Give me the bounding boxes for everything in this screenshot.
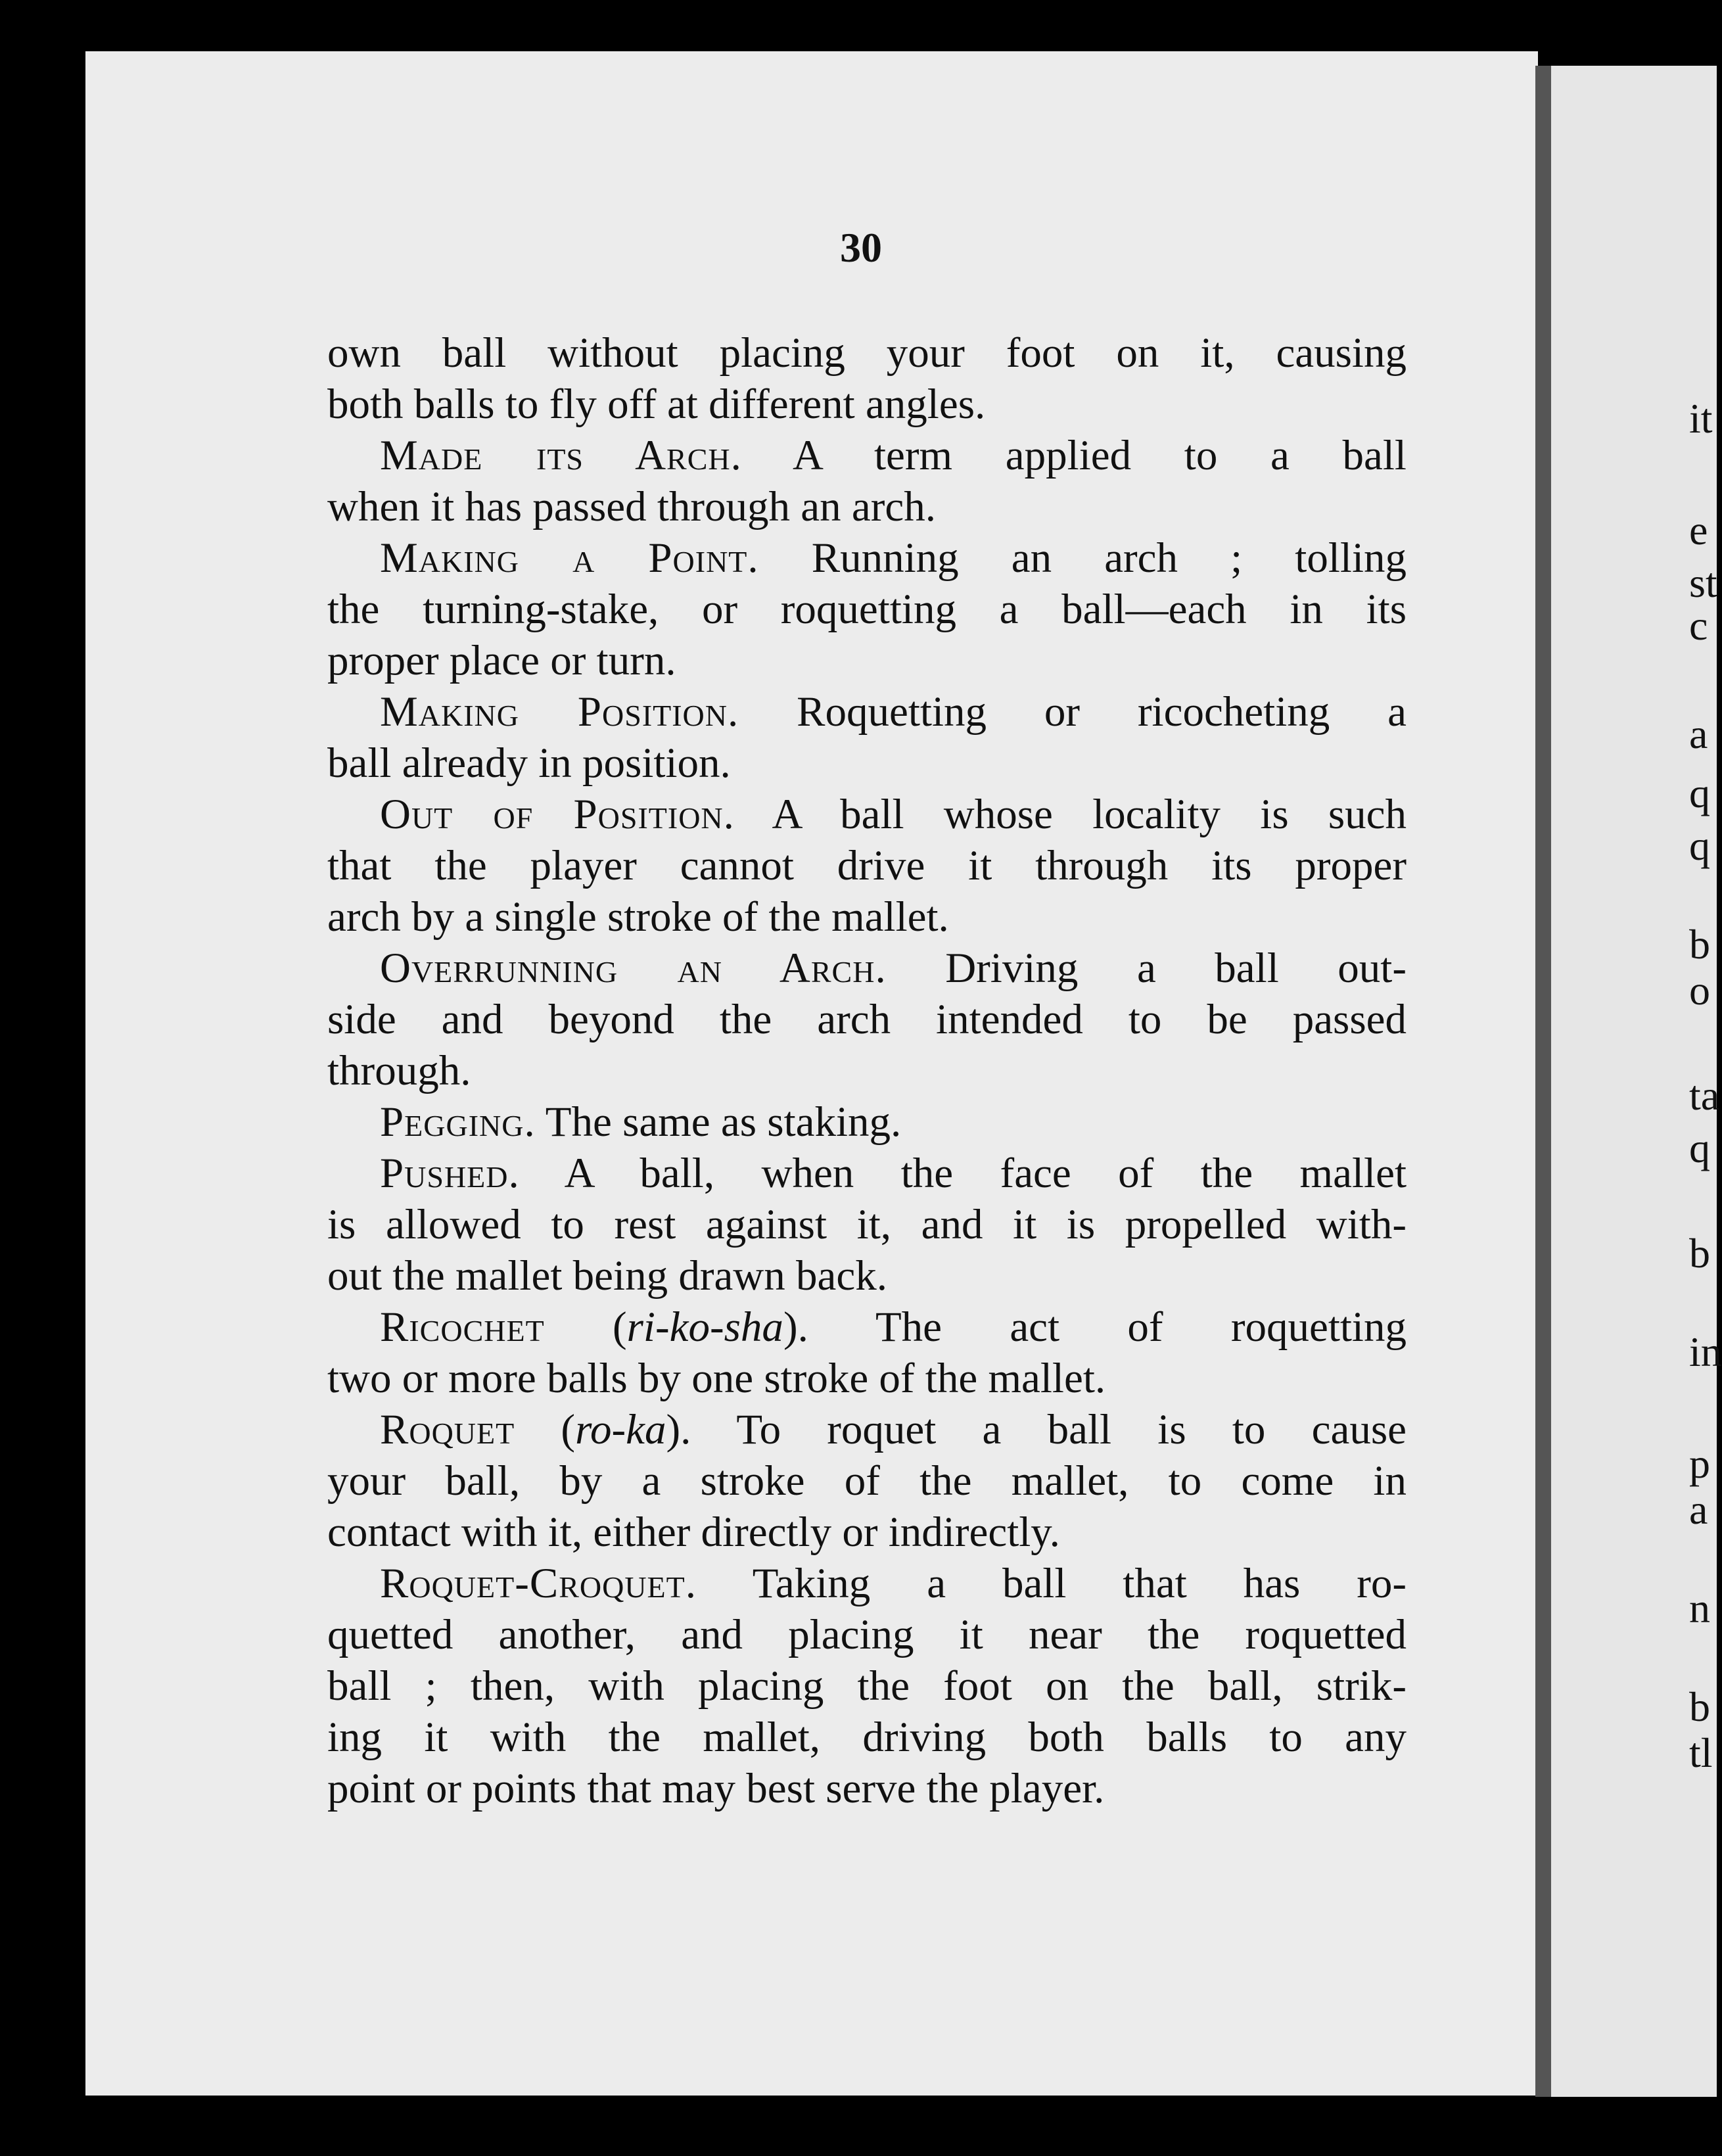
text-line (327, 943, 1407, 994)
text-line (327, 327, 1407, 379)
text-line (327, 1199, 1407, 1250)
text-line (327, 686, 1407, 738)
definition-text: contact with it, either directly or indirectly. (327, 1509, 1060, 1556)
definition-text: Roquetting or ricocheting a (739, 688, 1407, 736)
definition-text: ( (544, 1303, 627, 1351)
text-line (327, 840, 1407, 891)
text-line (327, 1507, 1407, 1558)
definition-text: ( (515, 1406, 576, 1453)
glossary-term: Ricochet (380, 1303, 545, 1351)
text-line (327, 1455, 1407, 1507)
facing-page-letter: q (1689, 1125, 1710, 1171)
facing-page-letter: b (1689, 1683, 1710, 1730)
page-number: 30 (840, 224, 882, 271)
definition-text: quetted another, and placing it near the roquetted (327, 1611, 1407, 1658)
glossary-term: Making a Point. (380, 534, 759, 582)
text-line (327, 1301, 1407, 1353)
glossary-term: Making Position. (380, 688, 739, 736)
text-line (327, 1096, 1407, 1148)
definition-text: ball ; then, with placing the foot on the ball, strik- (327, 1662, 1407, 1710)
definition-text: ). To roquet a ball is to cause (666, 1406, 1407, 1453)
text-line (327, 789, 1407, 840)
glossary-term: Out of Position. (380, 791, 735, 838)
facing-page-letter: a (1689, 711, 1708, 757)
facing-page-letter: a (1689, 1486, 1708, 1533)
definition-text: The same as staking. (535, 1098, 902, 1146)
definition-text: that the player cannot drive it through its proper (327, 842, 1407, 889)
text-line (327, 1609, 1407, 1660)
text-line (327, 584, 1407, 635)
text-line (327, 379, 1407, 430)
definition-text: both balls to fly off at different angles. (327, 381, 986, 428)
text-line (327, 481, 1407, 532)
definition-text: A term applied to a ball (741, 432, 1407, 479)
facing-page-letter: e (1689, 507, 1708, 553)
definition-text: A ball, when the face of the mallet (519, 1150, 1407, 1197)
facing-page-letter: it (1689, 395, 1713, 442)
text-line (327, 635, 1407, 686)
text-line (327, 891, 1407, 943)
definition-text: Running an arch ; tolling (758, 534, 1407, 582)
glossary-text (327, 327, 1407, 1814)
definition-text: out the mallet being drawn back. (327, 1252, 887, 1300)
facing-page-letter: in (1689, 1328, 1722, 1375)
facing-page-letter: n (1689, 1585, 1710, 1631)
text-line (327, 738, 1407, 789)
text-line (327, 1045, 1407, 1096)
text-line (327, 1148, 1407, 1199)
definition-text: through. (327, 1047, 471, 1094)
definition-text: Driving a ball out- (886, 945, 1407, 992)
definition-text: your ball, by a stroke of the mallet, to come in (327, 1457, 1407, 1505)
facing-page-letter: p (1689, 1440, 1710, 1487)
definition-text: ing it with the mallet, driving both balls to any (327, 1714, 1407, 1761)
glossary-term: Roquet-Croquet. (380, 1560, 697, 1607)
text-line (327, 1660, 1407, 1712)
text-line (327, 430, 1407, 481)
text-line (327, 1712, 1407, 1763)
pronunciation: ro-ka (575, 1406, 666, 1453)
text-line (327, 1763, 1407, 1814)
facing-page-letter: o (1689, 967, 1710, 1014)
definition-text: proper place or turn. (327, 637, 676, 684)
definition-text: when it has passed through an arch. (327, 483, 936, 530)
facing-page-letter: ta (1689, 1072, 1720, 1119)
definition-text: arch by a single stroke of the mallet. (327, 893, 949, 941)
facing-page-letter: tl (1689, 1729, 1713, 1776)
glossary-term: Overrunning an Arch. (380, 945, 887, 992)
definition-text: ball already in position. (327, 739, 731, 787)
facing-page-letter: b (1689, 1230, 1710, 1277)
glossary-term: Pushed. (380, 1150, 520, 1197)
facing-page-letter: q (1689, 822, 1710, 869)
text-line (327, 532, 1407, 584)
definition-text: point or points that may best serve the player. (327, 1765, 1105, 1812)
glossary-term: Pegging. (380, 1098, 536, 1146)
text-line (327, 1250, 1407, 1301)
pronunciation: ri-ko-sha (626, 1303, 783, 1351)
text-line (327, 1404, 1407, 1455)
definition-text: own ball without placing your foot on it, causing (327, 329, 1407, 377)
definition-text: A ball whose locality is such (734, 791, 1407, 838)
definition-text: the turning-stake, or roquetting a ball—each in its (327, 586, 1407, 633)
definition-text: side and beyond the arch intended to be passed (327, 996, 1407, 1043)
definition-text: is allowed to rest against it, and it is propelled with- (327, 1201, 1407, 1248)
definition-text: Taking a ball that has ro- (697, 1560, 1407, 1607)
text-line (327, 1353, 1407, 1404)
glossary-term: Made its Arch. (380, 432, 742, 479)
page-gutter (1535, 66, 1551, 2097)
glossary-term: Roquet (380, 1406, 515, 1453)
facing-page-letter: q (1689, 770, 1710, 816)
definition-text: two or more balls by one stroke of the mallet. (327, 1355, 1106, 1402)
text-line (327, 994, 1407, 1045)
facing-page-letter: st (1689, 559, 1717, 606)
definition-text: ). The act of roquetting (783, 1303, 1407, 1351)
facing-page-letter: b (1689, 921, 1710, 968)
facing-page-letter: c (1689, 602, 1708, 649)
text-line (327, 1558, 1407, 1609)
